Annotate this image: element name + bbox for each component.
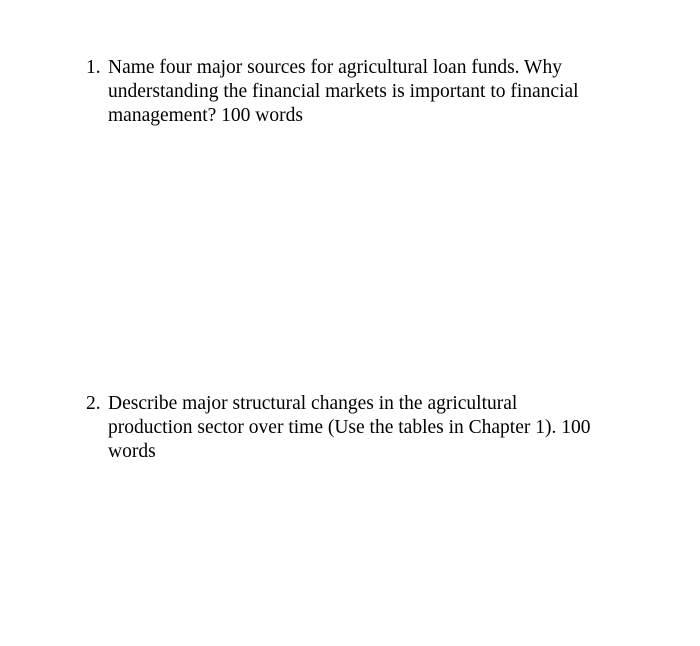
question-1 (86, 56, 666, 128)
question-line: Name four major sources for agricultural loan funds. Why (108, 57, 562, 78)
question-line: understanding the financial markets is important to financial (108, 81, 579, 102)
question-line: production sector over time (Use the tables in Chapter 1). 100 (108, 417, 591, 438)
question-number: 1. (86, 57, 101, 78)
question-line: words (108, 441, 156, 462)
question-2 (86, 392, 666, 464)
question-number: 2. (86, 393, 101, 414)
question-line: Describe major structural changes in the agricultural (108, 393, 518, 414)
question-line: management? 100 words (108, 105, 303, 126)
